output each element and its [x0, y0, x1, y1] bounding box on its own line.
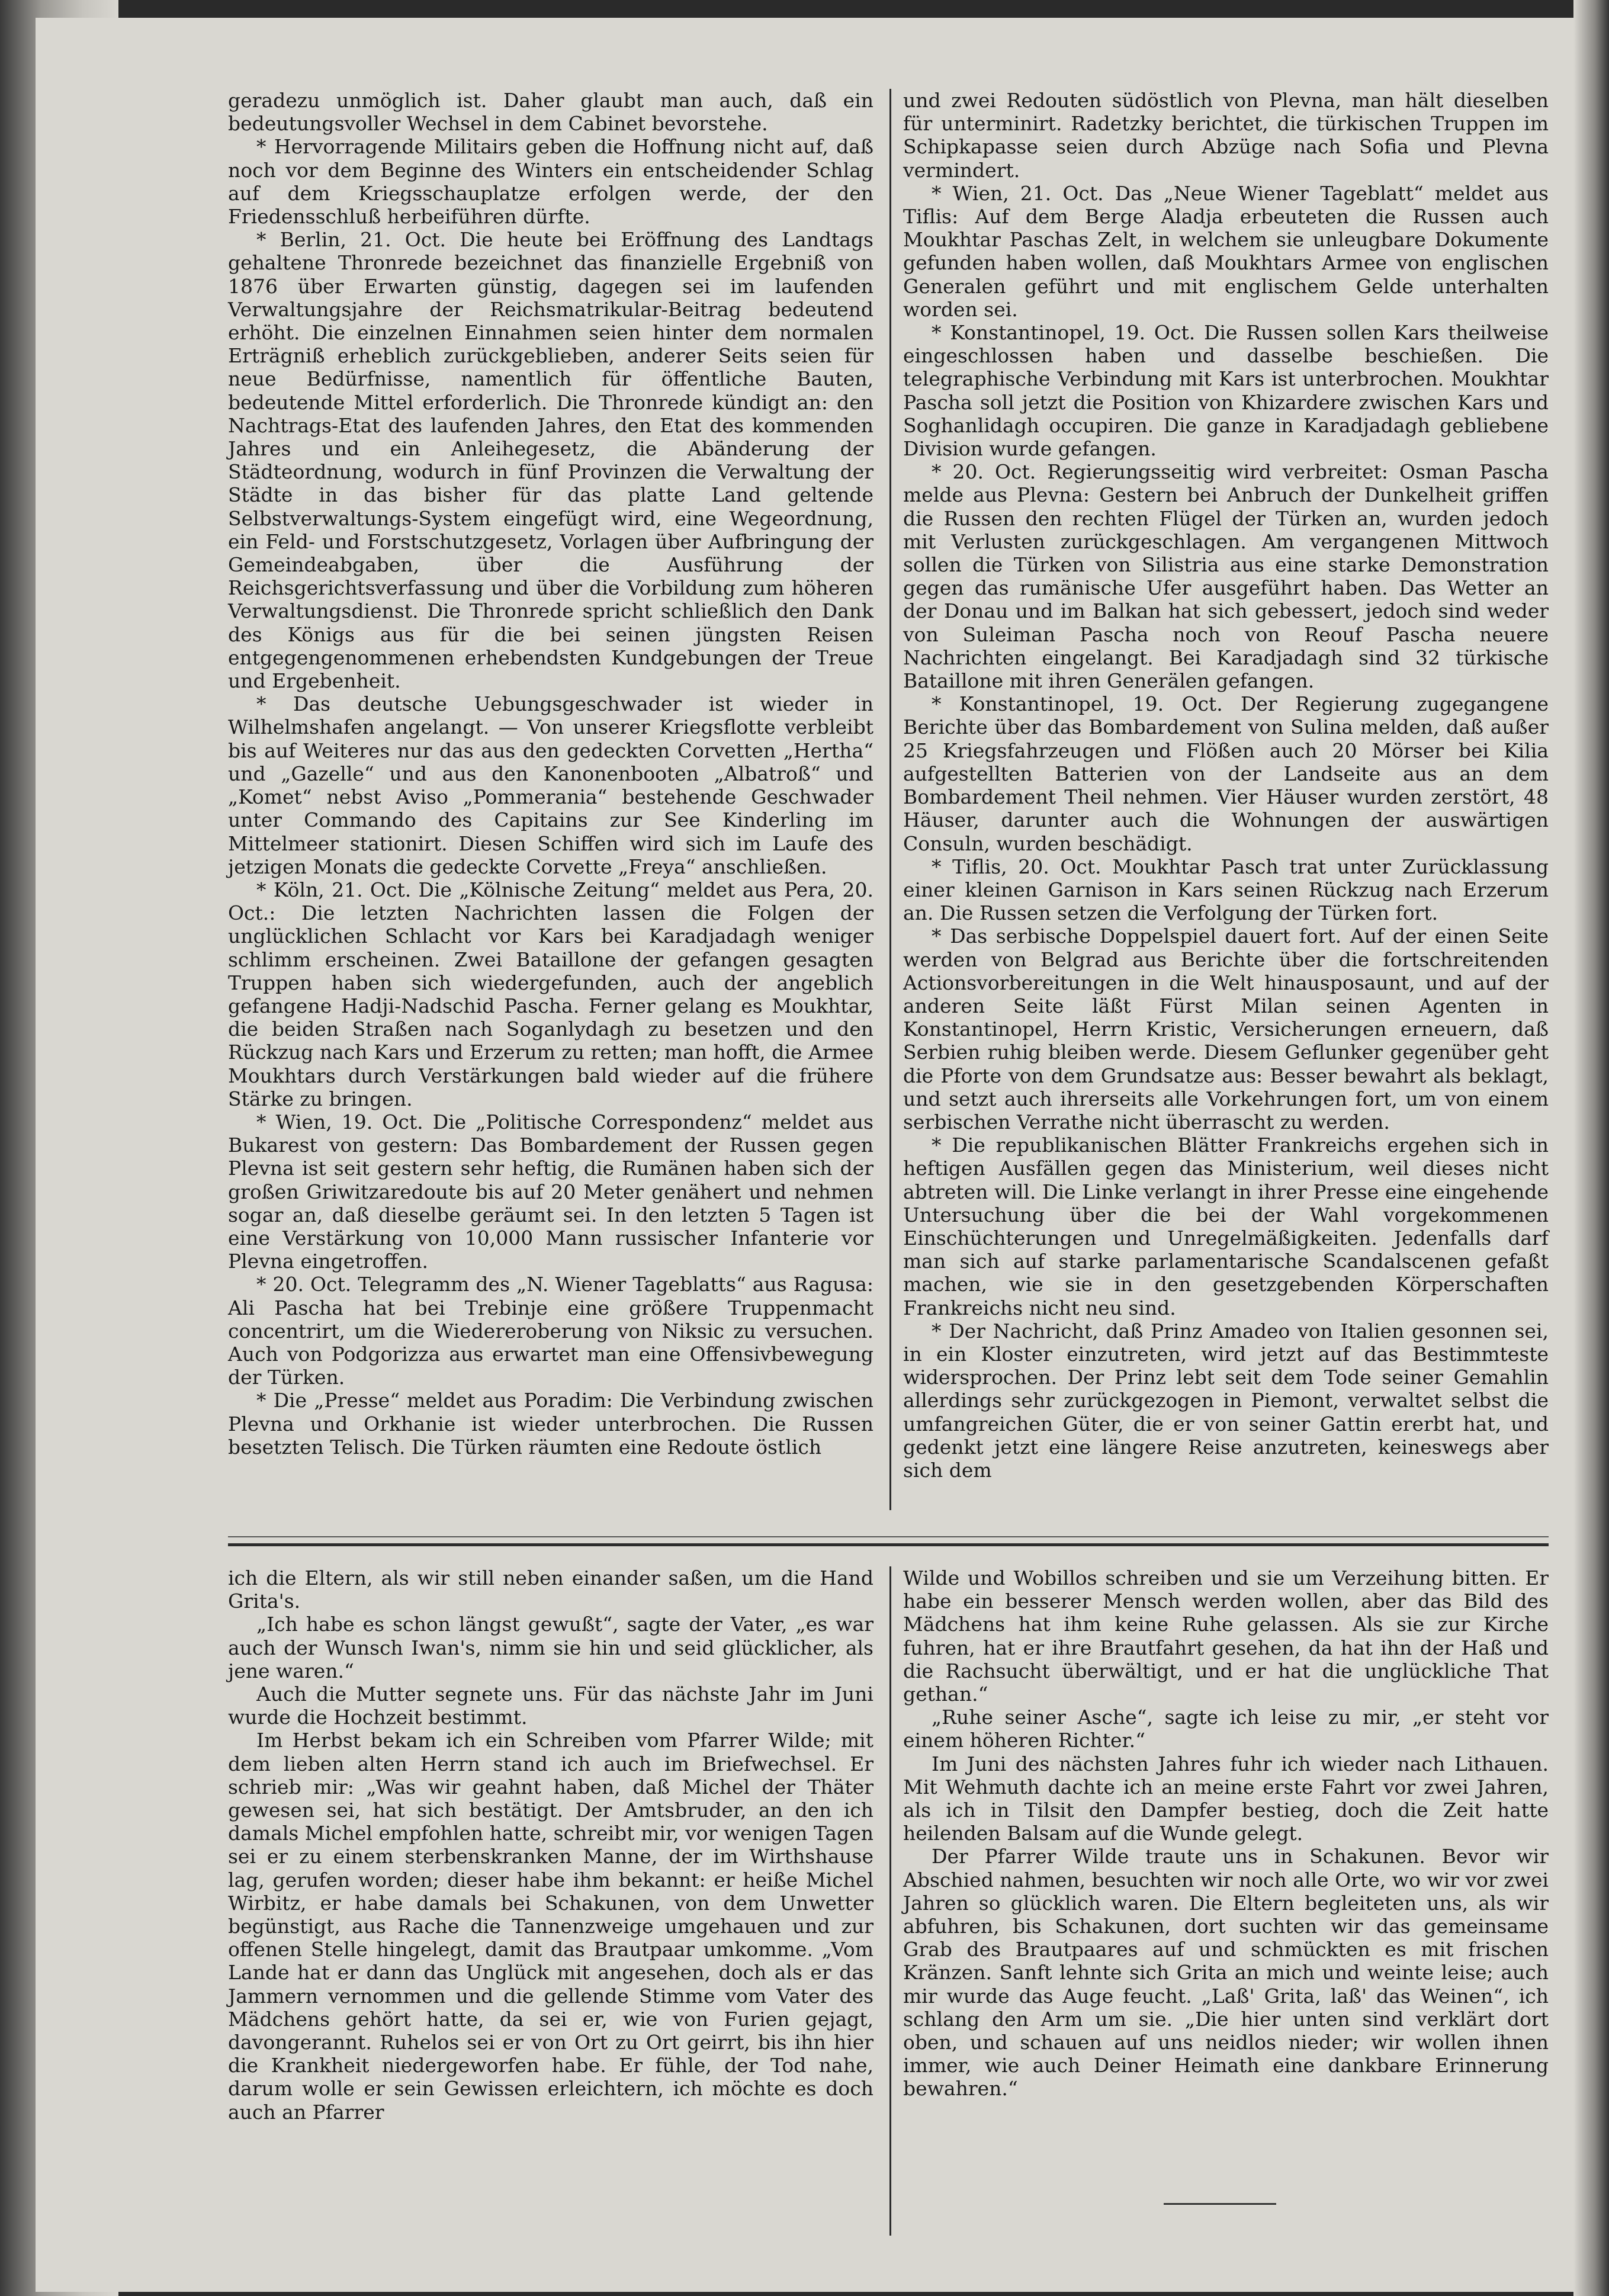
paragraph: * 20. Oct. Regierungsseitig wird verbreitet: Osman Pascha melde aus Plevna: Gestern bei Anbruch der Dunkelheit griffen die Russen den rechten Flügel der Türken an, wurden jedoch mit Verlusten zurückgeschlagen. Am vergangenen Mittwoch sollen die Türken von Silistria aus eine starke Demonstration gegen das rumänische Ufer ausgeführt haben. Das Wetter an der Donau und im Balkan hat sich gebessert, jedoch sind weder von Suleiman Pascha noch von Reouf Pascha neuere Nachrichten eingelangt. Bei Karadjadagh sind 32 türkische Bataillone mit ihren Generälen gefangen.	[903, 460, 1549, 693]
paragraph: * Hervorragende Militairs geben die Hoffnung nicht auf, daß noch vor dem Beginne des Winters ein entscheidender Schlag auf dem Kriegsschauplatze erfolgen werde, der den Friedensschluß herbeiführen dürfte.	[228, 135, 873, 229]
page-edge-shadow	[1573, 0, 1609, 2296]
column-divider-bottom	[889, 1566, 891, 2236]
paragraph: * 20. Oct. Telegramm des „N. Wiener Tageblatts“ aus Ragusa: Ali Pascha hat bei Trebinje eine größere Truppenmacht concentrirt, um die Wiedereroberung von Niksic zu versuchen. Auch von Podgorizza aus erwartet man eine Offensivbewegung der Türken.	[228, 1273, 873, 1389]
paragraph: Auch die Mutter segnete uns. Für das nächste Jahr im Juni wurde die Hochzeit bestimmt.	[228, 1682, 873, 1729]
bottom-right-column	[903, 1566, 1549, 2101]
paragraph: * Wien, 21. Oct. Das „Neue Wiener Tageblatt“ meldet aus Tiflis: Auf dem Berge Aladja erbeuteten die Russen auch Moukhtar Paschas Zelt, in welchem sie unleugbare Dokumente gefunden haben wollen, daß Moukhtars Armee von englischen Generalen geführt und mit englischem Gelde unterhalten worden sei.	[903, 181, 1549, 321]
section-separator-thin	[228, 1536, 1549, 1537]
top-left-column	[228, 89, 873, 1459]
paragraph: „Ich habe es schon längst gewußt“, sagte der Vater, „es war auch der Wunsch Iwan's, nimm sie hin und seid glücklicher, als jene waren.“	[228, 1613, 873, 1682]
paragraph: und zwei Redouten südöstlich von Plevna, man hält dieselben für unterminirt. Radetzky berichtet, die türkischen Truppen im Schipkapasse seien durch Abzüge nach Sofia und Plevna vermindert.	[903, 89, 1549, 182]
paragraph: * Wien, 19. Oct. Die „Politische Correspondenz“ meldet aus Bukarest von gestern: Das Bombardement der Russen gegen Plevna ist seit gestern sehr heftig, die Rumänen haben sich der großen Griwitzaredoute bis auf 20 Meter genähert und nehmen sogar an, daß dieselbe geräumt sei. In den letzten 5 Tagen ist eine Verstärkung von 10,000 Mann russischer Infanterie vor Plevna eingetroffen.	[228, 1110, 873, 1273]
paragraph: Im Herbst bekam ich ein Schreiben vom Pfarrer Wilde; mit dem lieben alten Herrn stand ich auch im Briefwechsel. Er schrieb mir: „Was wir geahnt haben, daß Michel der Thäter gewesen sei, hat sich bestätigt. Der Amtsbruder, an den ich damals Michel empfohlen hatte, schreibt mir, vor wenigen Tagen sei er zu einem sterbenskranken Manne, der im Wirthshause lag, gerufen worden; dieser habe ihm bekannt: er heiße Michel Wirbitz, er habe damals bei Schakunen, von dem Unwetter begünstigt, aus Rache die Tannenzweige umgehauen und zur offenen Stelle hingelegt, damit das Brautpaar umkomme. „Vom Lande hat er dann das Unglück mit angesehen, doch als er das Jammern vernommen und die gellende Stimme vom Vater des Mädchens gehört hatte, da sei er, wie von Furien gejagt, davongerannt. Ruhelos sei er von Ort zu Ort geirrt, bis ihn hier die Krankheit niedergeworfen habe. Er fühle, der Tod nahe, darum wolle er sein Gewissen erleichtern, ich möchte es doch auch an Pfarrer	[228, 1729, 873, 2124]
paragraph: Wilde und Wobillos schreiben und sie um Verzeihung bitten. Er habe ein besserer Mensch werden wollen, aber das Bild des Mädchens hat ihm keine Ruhe gelassen. Als sie zur Kirche fuhren, hat er ihre Brautfahrt gesehen, da hat ihn der Haß und die Rachsucht überwältigt, und er hat die unglückliche That gethan.“	[903, 1566, 1549, 1706]
paragraph: * Tiflis, 20. Oct. Moukhtar Pasch trat unter Zurücklassung einer kleinen Garnison in Kars seinen Rückzug nach Erzerum an. Die Russen setzen die Verfolgung der Türken fort.	[903, 855, 1549, 925]
paragraph: Im Juni des nächsten Jahres fuhr ich wieder nach Lithauen. Mit Wehmuth dachte ich an meine erste Fahrt vor zwei Jahren, als ich in Tilsit den Dampfer bestieg, doch die Zeit hatte heilenden Balsam auf die Wunde gelegt.	[903, 1752, 1549, 1845]
paragraph: * Konstantinopel, 19. Oct. Der Regierung zugegangene Berichte über das Bombardement von Sulina melden, daß außer 25 Kriegsfahrzeugen und Flößen auch 20 Mörser bei Kilia aufgestellten Batterien von der Landseite aus an dem Bombardement Theil nehmen. Vier Häuser wurden zerstört, 48 Häuser, darunter auch die Wohnungen der auswärtigen Consuln, wurden beschädigt.	[903, 692, 1549, 855]
paragraph: * Die republikanischen Blätter Frankreichs ergehen sich in heftigen Ausfällen gegen das Ministerium, weil dieses nicht abtreten will. Die Linke verlangt in ihrer Presse eine eingehende Untersuchung über die bei der Wahl vorgekommenen Einschüchterungen und Unregelmäßigkeiten. Jedenfalls darf man sich auf starke parlamentarische Scandalscenen gefaßt machen, wie sie in den gesetzgebenden Körperschaften Frankreichs nicht neu sind.	[903, 1133, 1549, 1319]
top-right-column	[903, 89, 1549, 1482]
section-separator	[228, 1543, 1549, 1546]
paragraph: * Konstantinopel, 19. Oct. Die Russen sollen Kars theilweise eingeschlossen haben und dasselbe beschießen. Die telegraphische Verbindung mit Kars ist unterbrochen. Moukhtar Pascha soll jetzt die Position von Khizardere zwischen Kars und Soghanlidagh occupiren. Die ganze in Karadjadagh gebliebene Division wurde gefangen.	[903, 321, 1549, 461]
paragraph: * Das deutsche Uebungsgeschwader ist wieder in Wilhelmshafen angelangt. — Von unserer Kriegsflotte verbleibt bis auf Weiteres nur das aus den gedeckten Corvetten „Hertha“ und „Gazelle“ und aus den Kanonenbooten „Albatroß“ und „Komet“ nebst Aviso „Pommerania“ bestehende Geschwader unter Commando des Capitains zur See Kinderling im Mittelmeer stationirt. Diesen Schiffen wird sich im Laufe des jetzigen Monats die gedeckte Corvette „Freya“ anschließen.	[228, 692, 873, 878]
bottom-left-column	[228, 1566, 873, 2124]
paragraph: geradezu unmöglich ist. Daher glaubt man auch, daß ein bedeutungsvoller Wechsel in dem Cabinet bevorstehe.	[228, 89, 873, 136]
paragraph: * Das serbische Doppelspiel dauert fort. Auf der einen Seite werden von Belgrad aus Berichte über die fortschreitenden Actionsvorbereitungen in die Welt hinausposaunt, und auf der anderen Seite läßt Fürst Milan seinen Agenten in Konstantinopel, Herrn Kristic, Versicherungen erneuern, daß Serbien ruhig bleiben werde. Diesem Geflunker gegenüber geht die Pforte von dem Grundsatze aus: Besser bewahrt als beklagt, und setzt auch ihrerseits alle Vorkehrungen fort, um von einem serbischen Verrathe nicht überrascht zu werden.	[903, 924, 1549, 1133]
paragraph: * Köln, 21. Oct. Die „Kölnische Zeitung“ meldet aus Pera, 20. Oct.: Die letzten Nachrichten lassen die Folgen der unglücklichen Schlacht vor Kars bei Karadjadagh weniger schlimm erscheinen. Zwei Bataillone der gefangen gesagten Truppen haben sich wiedergefunden, auch der angeblich gefangene Hadji-Nadschid Pascha. Ferner gelang es Moukhtar, die beiden Straßen nach Soganlydagh zu besetzen und den Rückzug nach Kars und Erzerum zu retten; man hofft, die Armee Moukhtars durch Verstärkungen bald wieder auf die frühere Stärke zu bringen.	[228, 878, 873, 1110]
paragraph: * Der Nachricht, daß Prinz Amadeo von Italien gesonnen sei, in ein Kloster einzutreten, wird jetzt auf das Bestimmteste widersprochen. Der Prinz lebt seit dem Tode seiner Gemahlin allerdings sehr zurückgezogen in Piemont, verwaltet selbst die umfangreichen Güter, die er von seiner Gattin ererbt hat, und gedenkt jetzt eine längere Reise anzutreten, keineswegs aber sich dem	[903, 1319, 1549, 1482]
paragraph: * Die „Presse“ meldet aus Poradim: Die Verbindung zwischen Plevna und Orkhanie ist wieder unterbrochen. Die Russen besetzten Telisch. Die Türken räumten eine Redoute östlich	[228, 1389, 873, 1459]
story-end-rule	[1164, 2203, 1276, 2205]
paragraph: „Ruhe seiner Asche“, sagte ich leise zu mir, „er steht vor einem höheren Richter.“	[903, 1706, 1549, 1752]
column-divider-top	[889, 89, 891, 1510]
paragraph: * Berlin, 21. Oct. Die heute bei Eröffnung des Landtags gehaltene Thronrede bezeichnet das finanzielle Ergebniß von 1876 über Erwarten günstig, dagegen sei im laufenden Verwaltungsjahre der Reichsmatrikular-Beitrag bedeutend erhöht. Die einzelnen Einnahmen seien hinter dem normalen Erträgniß erheblich zurückgeblieben, anderer Seits seien für neue Bedürfnisse, namentlich für öffentliche Bauten, bedeutende Mittel erforderlich. Die Thronrede kündigt an: den Nachtrags-Etat des laufenden Jahres, den Etat des kommenden Jahres und ein Anleihegesetz, die Abänderung der Städteordnung, wodurch in fünf Provinzen die Verwaltung der Städte in das bisher für das platte Land geltende Selbstverwaltungs-System eingefügt wird, eine Wegeordnung, ein Feld- und Forstschutzgesetz, Vorlagen über Aufbringung der Gemeindeabgaben, über die Ausführung der Reichsgerichtsverfassung und über die Vorbildung zum höheren Verwaltungsdienst. Die Thronrede spricht schließlich den Dank des Königs aus für die bei seinen jüngsten Reisen entgegengenommenen erhebendsten Kundgebungen der Treue und Ergebenheit.	[228, 228, 873, 693]
paragraph: Der Pfarrer Wilde traute uns in Schakunen. Bevor wir Abschied nahmen, besuchten wir noch alle Orte, wo wir vor zwei Jahren so glücklich waren. Die Eltern begleiteten uns, als wir abfuhren, bis Schakunen, dort suchten wir das gemeinsame Grab des Brautpaares auf und schmückten es mit frischen Kränzen. Sanft lehnte sich Grita an mich und weinte leise; auch mir wurde das Auge feucht. „Laß' Grita, laß' das Weinen“, ich schlang den Arm um sie. „Die hier unten sind verklärt dort oben, und schauen auf uns neidlos nieder; wir wollen ihnen immer, wie auch Deiner Heimath eine dankbare Erinnerung bewahren.“	[903, 1845, 1549, 2101]
paragraph: ich die Eltern, als wir still neben einander saßen, um die Hand Grita's.	[228, 1566, 873, 1613]
